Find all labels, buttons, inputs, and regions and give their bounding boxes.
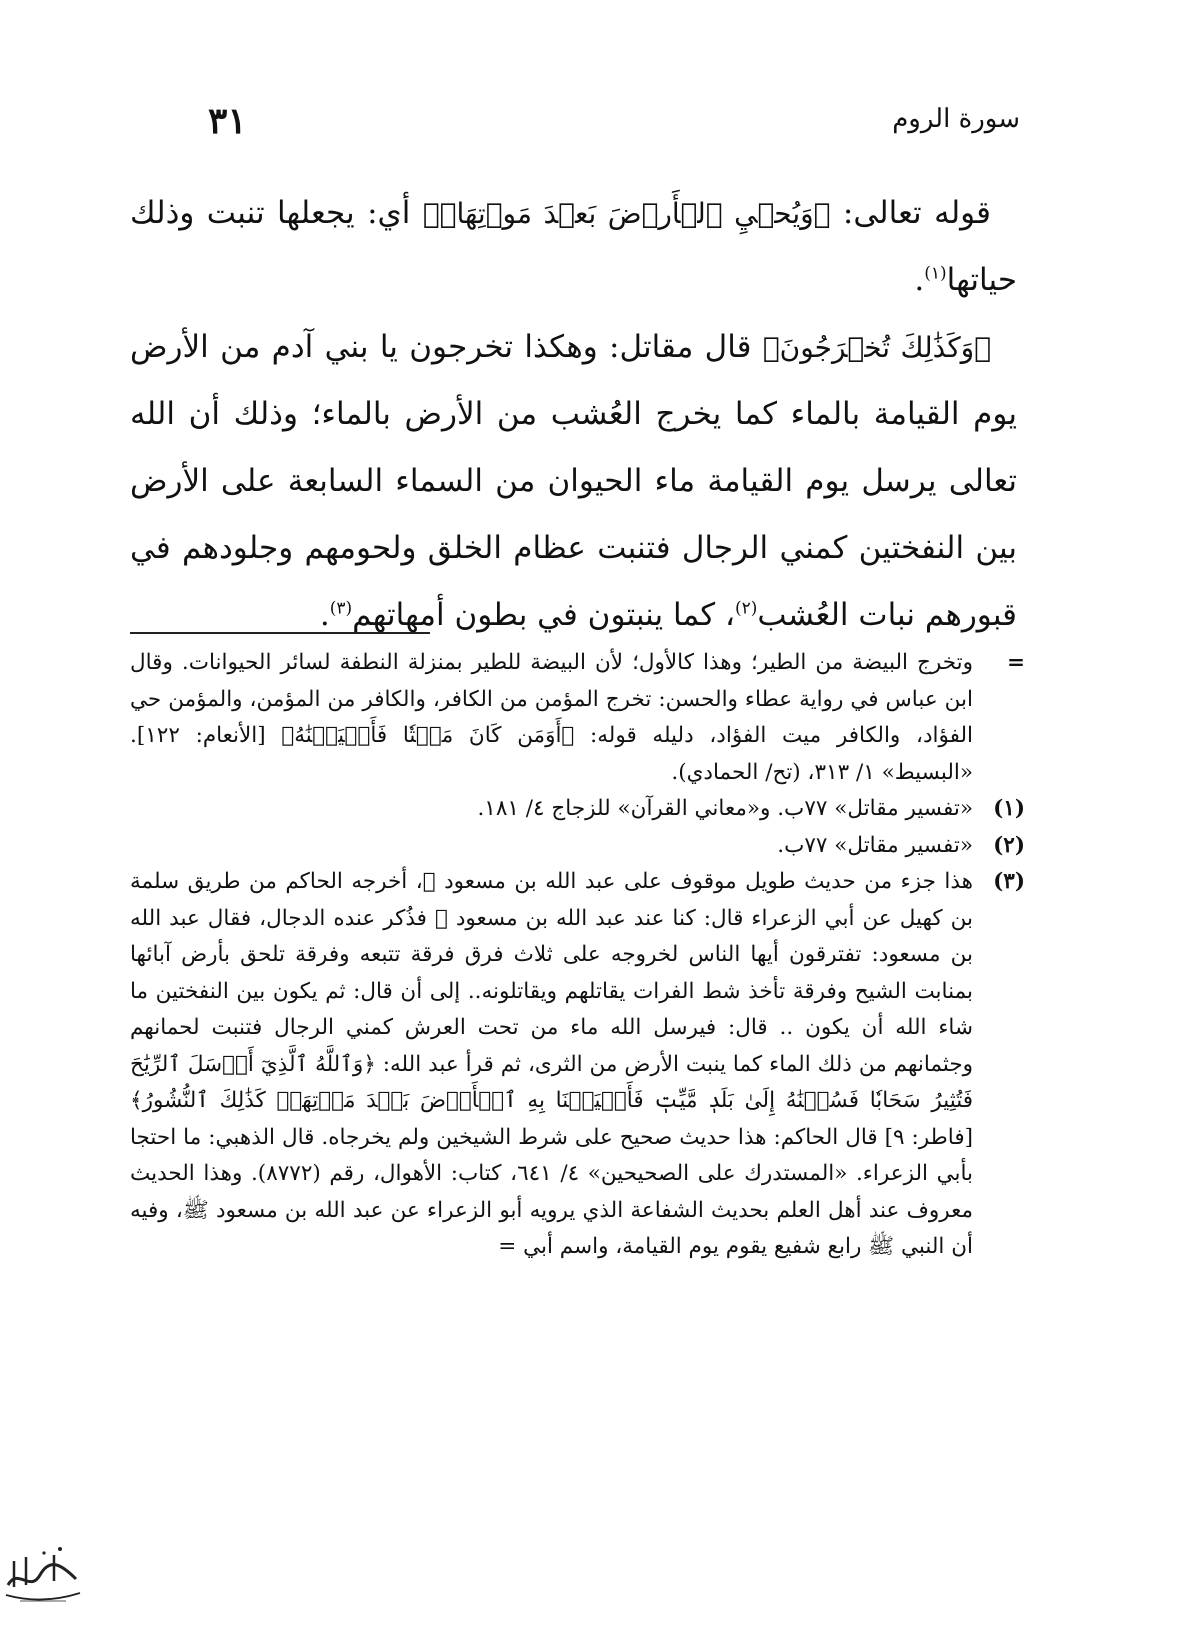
footnote-2-text: «تفسير مقاتل» ٧٧ب. (777, 832, 973, 858)
quran-verse-2: ﴿وَكَذَٰلِكَ تُخۡرَجُونَ﴾ (762, 331, 991, 364)
footnote-3 (130, 864, 1025, 1266)
footnote-1-text: «تفسير مقاتل» ٧٧ب. و«معاني القرآن» للزجاج ٤/ ١٨١. (477, 796, 973, 821)
footnote-ref-3[interactable]: (٣) (329, 598, 353, 619)
continuation-text: وتخرج البيضة من الطير؛ وهذا كالأول؛ لأن البيضة للطير بمنزلة النطفة لسائر الحيوانات. وقال ابن عباس في رواية عطاء والحسن: تخرج المؤمن من الكافر، والكافر من المؤمن، والمؤمن حي الفؤاد، والكافر ميت الفؤاد، دليله قوله: ﴿أَوَمَن كَانَ مَيۡتٗا فَأَحۡيَيۡنَٰهُ﴾ [الأنعام: ١٢٢]. «البسيط» ١/ ٣١٣، (تح/ الحمادي). (130, 650, 973, 785)
footnote-ref-1[interactable]: (١) (924, 263, 947, 284)
footnote-continuation (130, 645, 1025, 791)
paragraph-2 (130, 314, 1017, 649)
footnote-divider (130, 632, 430, 634)
paragraph-2-text-a: قال مقاتل: وهكذا تخرجون يا بني آدم من الأرض يوم القيامة بالماء كما يخرج العُشب من الأرض بالماء؛ وذلك أن الله تعالى يرسل يوم القيامة ماء الحيوان من السماء السابعة على الأرض بين النفختين كمني الرجال فتنبت عظام الخلق ولحومهم وجلودهم في قبورهم نبات العُشب (130, 329, 1017, 633)
footnote-1 (130, 791, 1025, 828)
paragraph-1-text-a: قوله تعالى: (830, 195, 991, 231)
footnote-ref-2[interactable]: (٢) (735, 598, 758, 619)
continuation-marker: = (1006, 650, 1025, 675)
quran-verse-1: ﴿وَيُحۡيِ ٱلۡأَرۡضَ بَعۡدَ مَوۡتِهَاۚ﴾ (422, 197, 831, 230)
paragraph-2-text-b: ، كما ينبتون في بطون أمهاتهم (352, 597, 735, 633)
footnote-1-marker: (١) (993, 796, 1025, 821)
page-header (160, 100, 1020, 150)
footnote-3-marker: (٣) (993, 869, 1025, 894)
watermark-logo-icon (0, 1535, 85, 1615)
paragraph-2-end: . (319, 597, 330, 633)
footnote-2-marker: (٢) (993, 832, 1025, 858)
main-text (130, 180, 1017, 649)
surah-title: سورة الروم (892, 104, 1020, 134)
paragraph-1 (130, 180, 1017, 314)
paragraph-1-text-b: أي: يجعلها تنبت وذلك حياتها (130, 195, 1017, 298)
footnote-3-text: هذا جزء من حديث طويل موقوف على عبد الله بن مسعود ﷺ، أخرجه الحاكم من طريق سلمة بن كهيل عن أبي الزعراء قال: كنا عند عبد الله بن مسعود ﷺ فذُكر عنده الدجال، فقال عبد الله بن مسعود: تفترقون أيها الناس لخروجه على ثلاث فرق فرقة تتبعه وفرقة تلحق بأرض آبائها بمنابت الشيح وفرقة تأخذ شط الفرات يقاتلهم ويقاتلونه.. إلى أن قال: ثم يكون بين النفختين ما شاء الله أن يكون .. قال: فيرسل الله ماء من تحت العرش كمني الرجال فتنبت لحمانهم وجثمانهم من ذلك الماء كما ينبت الأرض من الثرى، ثم قرأ عبد الله: ﴿وَٱللَّهُ ٱلَّذِيٓ أَرۡسَلَ ٱلرِّيَٰحَ فَتُثِيرُ سَحَابٗا فَسُقۡنَٰهُ إِلَىٰ بَلَدٖ مَّيِّتٖ فَأَحۡيَيۡنَا بِهِ ٱلۡأَرۡضَ بَعۡدَ مَوۡتِهَاۚ كَذَٰلِكَ ٱلنُّشُورُ﴾ [فاطر: ٩] قال الحاكم: هذا حديث صحيح على شرط الشيخين ولم يخرجاه. قال الذهبي: ما احتجا بأبي الزعراء. «المستدرك على الصحيحين» ٤/ ٦٤١، كتاب: الأهوال، رقم (٨٧٧٢). وهذا الحديث معروف عند أهل العلم بحديث الشفاعة الذي يرويه أبو الزعراء عن عبد الله بن مسعود ﷺ، وفيه أن النبي ﷺ رابع شفيع يقوم يوم القيامة، واسم أبي = (130, 869, 974, 1259)
paragraph-1-end: . (914, 262, 925, 298)
footnotes (130, 645, 1025, 1266)
footnote-2 (130, 828, 1025, 865)
page-number: ٣١ (208, 100, 247, 142)
